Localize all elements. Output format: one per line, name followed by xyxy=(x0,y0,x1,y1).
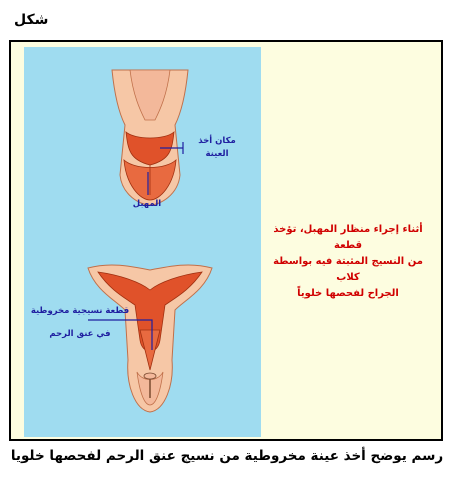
label-cone-piece xyxy=(30,305,130,341)
page-title: شكل xyxy=(14,12,49,28)
label-biopsy-site-line-1: مكان أخذ xyxy=(198,136,236,146)
label-vagina: المهبل xyxy=(132,199,162,209)
label-cone-piece-line-2: في عنق الرحم xyxy=(49,329,111,339)
label-biopsy-site-line-2: العينة xyxy=(205,149,229,159)
top-anatomy-figure xyxy=(112,70,188,205)
label-biopsy-site xyxy=(185,135,249,161)
note-line-2: من النسيج المثبتة فيه بواسطة كلاب xyxy=(273,256,423,283)
label-cone-piece-line-1: قطعة نسيجية مخروطية xyxy=(30,306,130,316)
figure-caption: رسم يوضح أخذ عينة مخروطية من نسيج عنق الرحم لفحصها خلويا xyxy=(10,448,444,464)
note-line-3: الجراح لفحصها خلوياً xyxy=(297,288,399,299)
note-line-1: أثناء إجراء منظار المهبل، تؤخذ قطعة xyxy=(273,224,423,251)
